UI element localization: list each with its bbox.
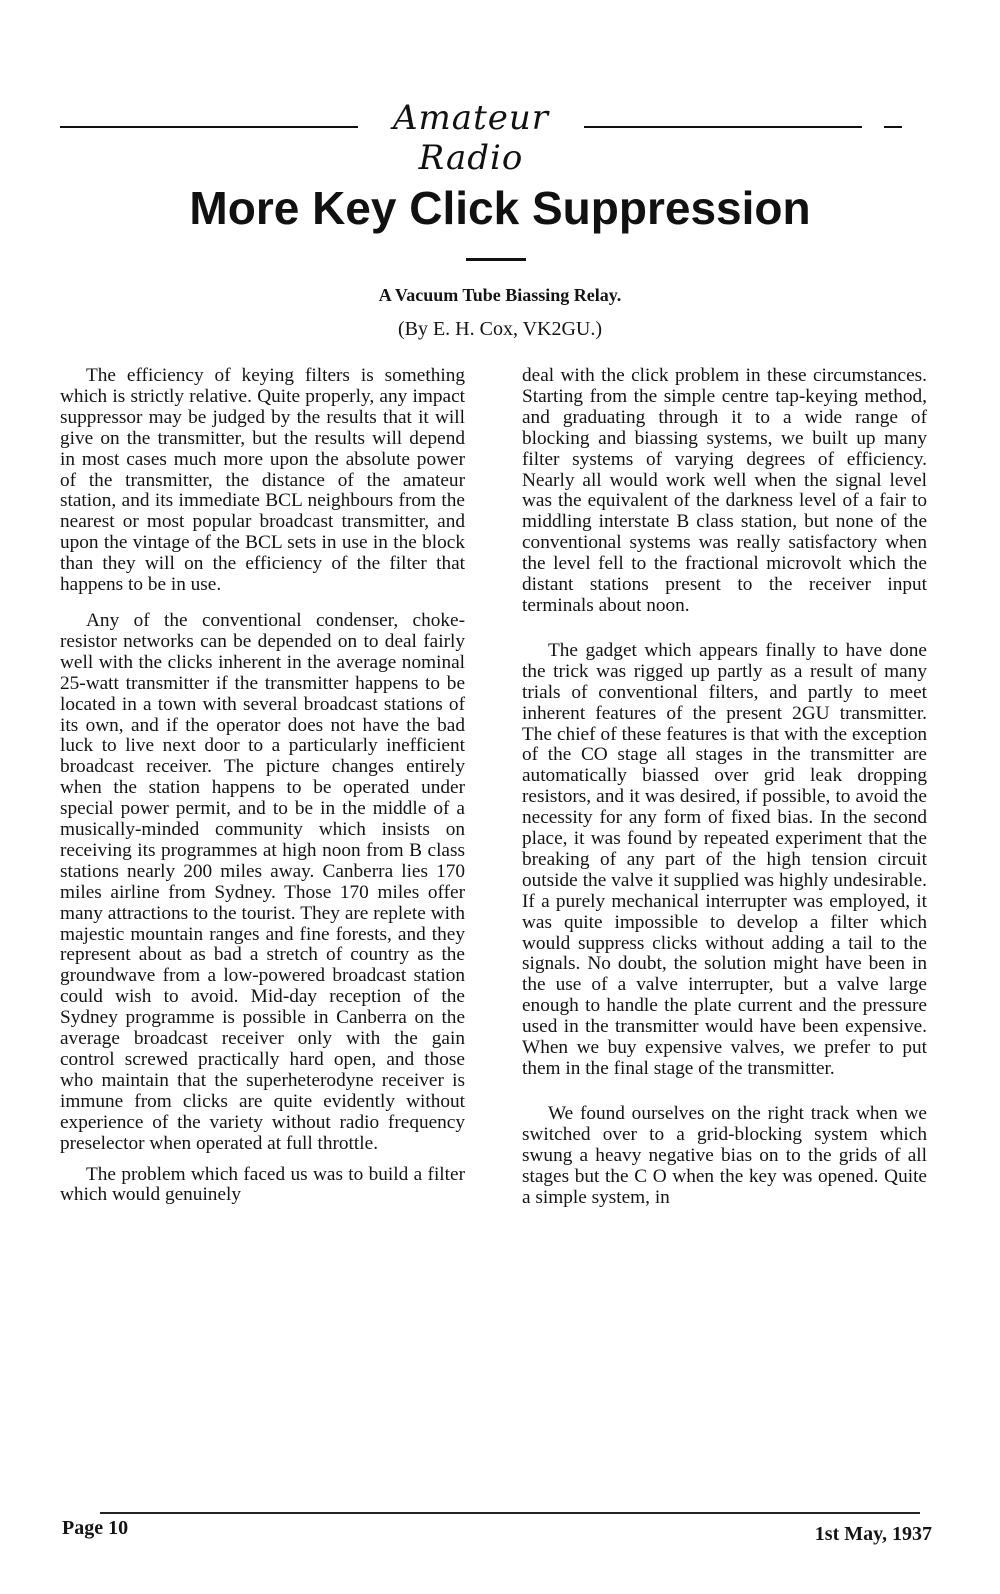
header-rule-dash <box>884 126 902 128</box>
issue-date: 1st May, 1937 <box>814 1523 932 1545</box>
article-title: More Key Click Suppression <box>189 182 811 234</box>
article-subtitle: A Vacuum Tube Biassing Relay. <box>378 285 622 305</box>
paragraph: The problem which faced us was to build a filter which would genuinely <box>60 1163 465 1206</box>
title-divider <box>466 258 526 261</box>
right-column <box>522 366 927 1208</box>
paragraph: We found ourselves on the right track when we switched over to a grid-blocking system which swung a heavy negative bias on to the grids of all stages but the C O when the key was opened. Quite a simple system, in <box>522 1102 927 1208</box>
paragraph: deal with the click problem in these circumstances. Starting from the simple centre tap-keying method, and graduating through it to a wide range of blocking and biassing systems, we built up many filter systems of varying degrees of efficiency. Nearly all would work well when the signal level was the equivalent of the darkness level of a fair to middling interstate B class station, but none of the conventional systems was really satisfactory when the level fell to the fractional microvolt which the distant stations present to the receiver input terminals about noon. <box>522 365 927 616</box>
article-byline: (By E. H. Cox, VK2GU.) <box>397 318 603 340</box>
page-number: Page 10 <box>62 1517 129 1539</box>
header-rule-right <box>584 126 862 128</box>
paragraph: The efficiency of keying filters is something which is strictly relative. Quite properly, any impact suppressor may be judged by the results that it will give on the transmitter, but the results will depend in most cases much more upon the absolute power of the transmitter, the distance of the amateur station, and its immediate BCL neighbours from the nearest or most popular broadcast transmitter, and upon the vintage of the BCL sets in use in the block than they will on the efficiency of the filter that happens to be in use. <box>60 365 465 596</box>
paragraph: The gadget which appears finally to have done the trick was rigged up partly as a result of many trials of conventional filters, and partly to meet inherent features of the present 2GU transmitter. The chief of these features is that with the exception of the CO stage all stages in the transmitter are automatically biassed over grid leak dropping resistors, and it was desired, if possible, to avoid the necessity for any form of fixed bias. In the second place, it was found by repeated experiment that the breaking of any part of the high tension circuit outside the valve it supplied was highly undesirable. If a purely mechanical interrupter was employed, it was quite impossible to develop a filter which would suppress clicks without adding a tail to the signals. No doubt, the solution might have been in the use of a valve interrupter, but a valve large enough to handle the plate current and the pressure used in the transmitter would have been expensive. When we buy expensive valves, we prefer to put them in the final stage of the transmitter. <box>522 639 927 1079</box>
left-column <box>60 366 465 1206</box>
paragraph: Any of the conventional condenser, choke-resistor networks can be depended on to deal fairly well with the clicks inherent in the average nominal 25-watt transmitter if the transmitter happens to be located in a town with several broadcast stations of its own, and if the operator does not have the bad luck to live next door to a particularly inefficient broadcast receiver. The picture changes entirely when the station happens to be operated under special power permit, and to be in the middle of a musically-minded community which insists on receiving its programmes at high noon from B class stations nearly 200 miles away. Canberra lies 170 miles airline from Sydney. Those 170 miles offer many attractions to the tourist. They are replete with majestic mountain ranges and fine forests, and they represent about as bad a stretch of country as the groundwave from a low-powered broadcast station could wish to avoid. Mid-day reception of the Sydney programme is possible in Canberra on the average broadcast receiver only with the gain control screwed practically hard open, and those who maintain that the superheterodyne receiver is immune from clicks are quite evidently without experience of the variety without radio frequency preselector when operated at full throttle. <box>60 609 465 1154</box>
footer-rule <box>100 1512 920 1514</box>
masthead-logo: Amateur Radio <box>393 98 549 178</box>
header-rule-left <box>60 126 358 128</box>
